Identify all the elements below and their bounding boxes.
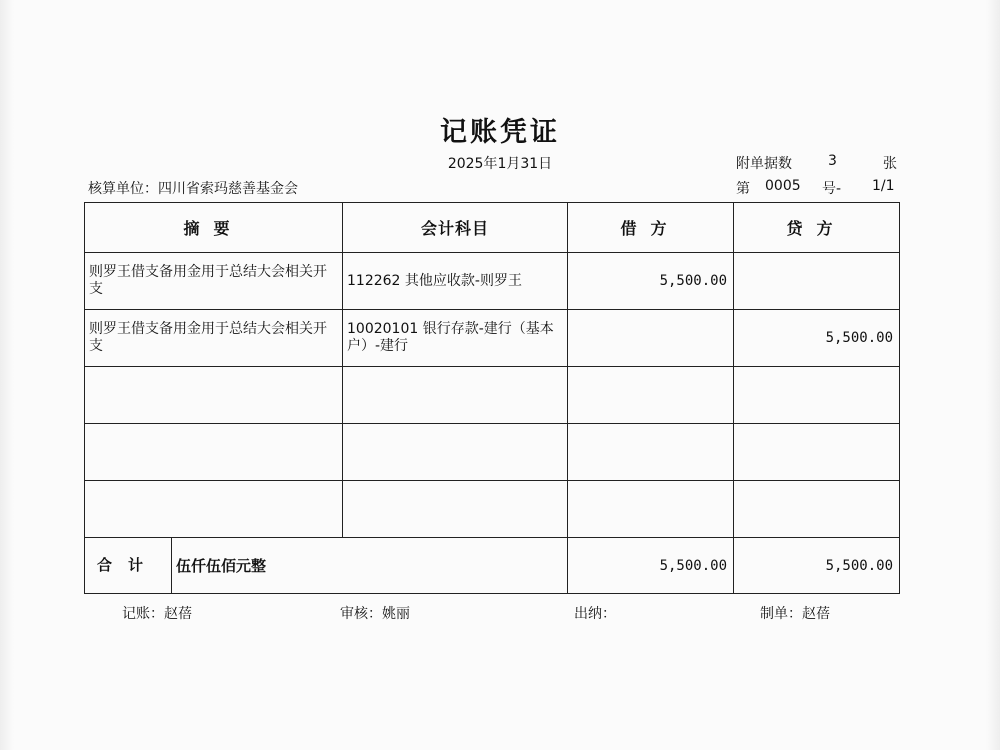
voucher-suffix: 号- [822, 181, 842, 197]
table-row [85, 367, 900, 424]
total-cell [85, 538, 568, 594]
entry-debit [568, 367, 734, 424]
table-row [85, 424, 900, 481]
entry-credit [734, 481, 900, 538]
entry-account: 10020101 银行存款-建行（基本户）-建行 [343, 310, 568, 367]
entry-account [343, 367, 568, 424]
total-debit: 5,500.00 [568, 538, 734, 594]
entry-credit [734, 253, 900, 310]
attachment-unit: 张 [883, 156, 897, 172]
entry-account: 112262 其他应收款-则罗王 [343, 253, 568, 310]
entry-credit: 5,500.00 [734, 310, 900, 367]
entry-account [343, 481, 568, 538]
accounting-unit [88, 178, 298, 198]
voucher-number-value: 0005 [765, 178, 801, 194]
table-row [85, 310, 900, 367]
voucher-table [84, 202, 900, 594]
voucher-date: 2025年1月31日 [447, 156, 553, 172]
header-credit: 贷方 [734, 203, 900, 253]
unit-label: 核算单位： [88, 181, 158, 197]
entry-summary: 则罗王借支备用金用于总结大会相关开支 [85, 253, 343, 310]
total-label: 合计 [85, 538, 172, 593]
entry-credit [734, 367, 900, 424]
footer-bookkeeper: 记账：赵蓓 [122, 606, 192, 622]
entry-summary [85, 481, 343, 538]
attachment-label: 附单据数 [736, 156, 792, 172]
entry-debit [568, 424, 734, 481]
footer-cashier: 出纳： [574, 606, 616, 622]
voucher-page: 1/1 [872, 178, 895, 194]
document-title: 记账凭证 [440, 117, 560, 148]
header-summary: 摘要 [85, 203, 343, 253]
total-credit: 5,500.00 [734, 538, 900, 594]
entry-account [343, 424, 568, 481]
entry-summary [85, 424, 343, 481]
total-row [85, 538, 900, 594]
header-debit: 借方 [568, 203, 734, 253]
attachment-number: 3 [828, 153, 837, 169]
total-amount-words: 伍仟伍佰元整 [176, 557, 267, 575]
entry-debit: 5,500.00 [568, 253, 734, 310]
voucher-prefix: 第 [736, 181, 750, 197]
unit-value: 四川省索玛慈善基金会 [158, 181, 298, 197]
entry-summary: 则罗王借支备用金用于总结大会相关开支 [85, 310, 343, 367]
entry-debit [568, 310, 734, 367]
footer-reviewer: 审核：姚丽 [340, 606, 410, 622]
header-account: 会计科目 [343, 203, 568, 253]
table-row [85, 253, 900, 310]
entry-credit [734, 424, 900, 481]
footer-preparer: 制单：赵蓓 [760, 606, 830, 622]
entry-summary [85, 367, 343, 424]
table-header-row [85, 203, 900, 253]
table-row [85, 481, 900, 538]
entry-debit [568, 481, 734, 538]
